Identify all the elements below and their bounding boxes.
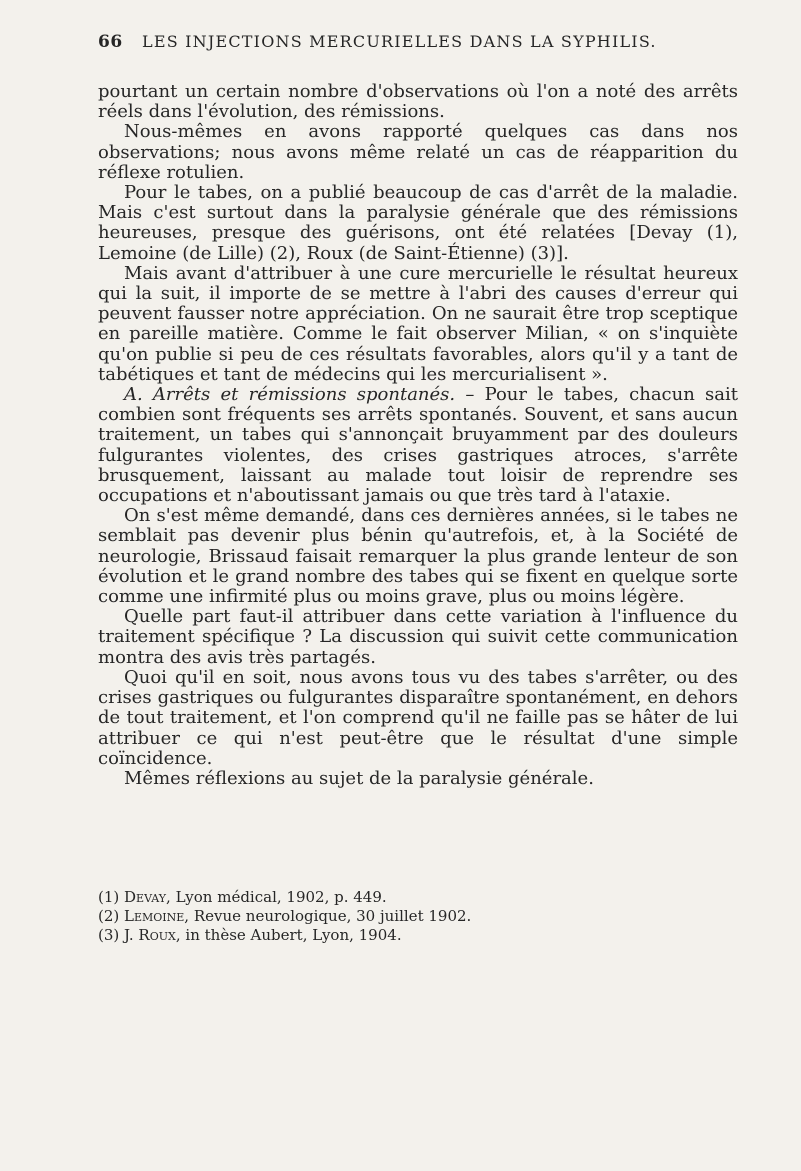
footnote-author: J. Roux, <box>124 926 181 944</box>
footnote-author: Lemoine, <box>124 907 190 925</box>
footnote-work: in <box>185 926 200 944</box>
running-title: LES INJECTIONS MERCURIELLES DANS LA SYPHILIS. <box>142 32 657 51</box>
footnote-rest: 30 juillet 1902. <box>351 907 472 925</box>
footnote-work: Lyon médical, <box>175 888 282 906</box>
section-lead: – Pour le tabes, chacun sait combien sont fréquents ses arrêts spontanés. Souvent, et sans aucun traitement, un tabes qui s'annonçait bruyamment par des douleurs fulgurantes violentes, des crises gastriques atroces, s'arrête brusquement, laissant au malade tout loisir de reprendre ses occupations et n'aboutissant jamais ou que très tard à l'ataxie. <box>98 384 738 507</box>
page-number: 66 <box>98 32 123 52</box>
footnote <box>98 926 738 945</box>
footnote-rest: 1902, p. 449. <box>281 888 387 906</box>
footnotes <box>98 888 738 945</box>
footnote <box>98 907 738 926</box>
footnote <box>98 888 738 907</box>
footnote-author: Devay, <box>124 888 171 906</box>
footnote-number: (3) <box>98 926 120 944</box>
paragraph: Nous-mêmes en avons rapporté quelques cas dans nos observations; nous avons même relaté un cas de réapparition du réflexe rotulien. <box>98 121 738 183</box>
section-a-paragraph <box>98 385 738 506</box>
paragraph: pourtant un certain nombre d'observations où l'on a noté des arrêts réels dans l'évolution, des rémissions. <box>98 81 738 123</box>
page <box>98 26 748 1146</box>
footnote-number: (1) <box>98 888 120 906</box>
footnote-rest: thèse Aubert, Lyon, 1904. <box>199 926 402 944</box>
paragraph: Quelle part faut-il attribuer dans cette variation à l'influence du traitement spécifique ? La discussion qui suivit cette communication montra des avis très partagés. <box>98 606 738 668</box>
section-heading: A. Arrêts et rémissions spontanés. <box>124 384 456 406</box>
paragraph: Quoi qu'il en soit, nous avons tous vu des tabes s'arrêter, ou des crises gastriques ou fulgurantes disparaître spontanément, en dehors de tout traitement, et l'on comprend qu'il ne faille pas se hâter de lui attribuer ce qui n'est peut-être que le résultat d'une simple coïncidence. <box>98 666 738 769</box>
body-text <box>98 82 738 789</box>
paragraph: On s'est même demandé, dans ces dernières années, si le tabes ne semblait pas devenir plus bénin qu'autrefois, et, à la Société de neurologie, Brissaud faisait remarquer la plus grande lenteur de son évolution et le grand nombre des tabes qui se fixent en quelque sorte comme une infirmité plus ou moins grave, plus ou moins légère. <box>98 505 738 608</box>
page-header <box>98 26 748 60</box>
footnote-number: (2) <box>98 907 120 925</box>
footnote-work: Revue neurologique, <box>193 907 352 925</box>
paragraph: Mais avant d'attribuer à une cure mercurielle le résultat heureux qui la suit, il importe de se mettre à l'abri des causes d'erreur qui peuvent fausser notre appréciation. On ne saurait être trop sceptique en pareille matière. Comme le fait observer Milian, « on s'inquiète qu'on publie si peu de ces résultats favorables, alors qu'il y a tant de tabétiques et tant de médecins qui les mercurialisent ». <box>98 262 738 385</box>
paragraph: Pour le tabes, on a publié beaucoup de cas d'arrêt de la maladie. Mais c'est surtout dans la paralysie générale que des rémissions heureuses, presque des guérisons, ont été relatées [Devay (1), Lemoine (de Lille) (2), Roux (de Saint-Étienne) (3)]. <box>98 182 738 264</box>
paragraph: Mêmes réflexions au sujet de la paralysie générale. <box>124 767 594 789</box>
